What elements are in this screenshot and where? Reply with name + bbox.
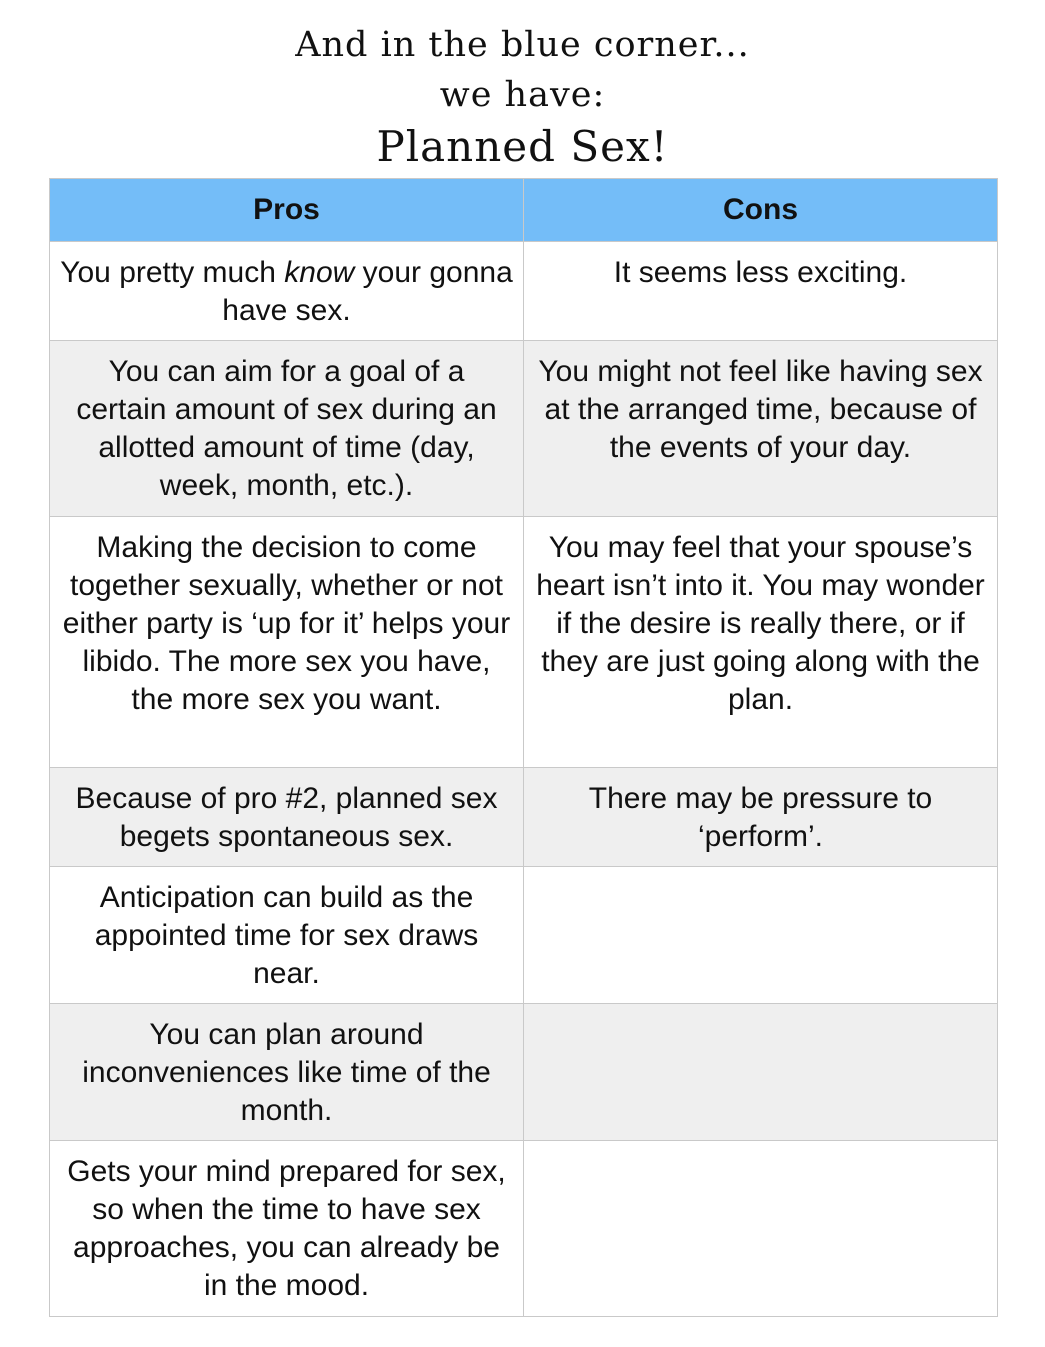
page-title: Planned Sex! — [376, 122, 669, 171]
table-row — [50, 1004, 998, 1141]
cons-header: Cons — [524, 179, 998, 242]
table-row — [50, 517, 998, 768]
pro-cell — [50, 242, 524, 341]
pro-text-emphasis: know — [284, 256, 355, 289]
con-cell: You might not feel like having sex at the arranged time, because of the events of your day. — [524, 341, 998, 517]
pro-cell: Making the decision to come together sexually, whether or not either party is ‘up for it’ helps your libido. The more sex you have, the more sex you want. — [50, 517, 524, 768]
table-row — [50, 341, 998, 517]
con-cell: You may feel that your spouse’s heart isn’t into it. You may wonder if the desire is really there, or if they are just going along with the plan. — [524, 517, 998, 768]
table-row — [50, 867, 998, 1004]
pro-text-start: You pretty much — [60, 256, 285, 289]
pros-header: Pros — [50, 179, 524, 242]
pro-cell: You can plan around inconveniences like time of the month. — [50, 1004, 524, 1141]
pros-cons-table — [49, 178, 998, 1317]
table-row — [50, 242, 998, 341]
pro-cell: Because of pro #2, planned sex begets spontaneous sex. — [50, 768, 524, 867]
con-cell — [524, 867, 998, 1004]
pro-text-end: your gonna have sex. — [222, 256, 513, 327]
table-row — [50, 1141, 998, 1317]
pro-cell: You can aim for a goal of a certain amount of sex during an allotted amount of time (day, week, month, etc.). — [50, 341, 524, 517]
heading-line-2: we have: — [439, 75, 606, 115]
con-cell — [524, 1141, 998, 1317]
con-cell — [524, 1004, 998, 1141]
con-cell: It seems less exciting. — [524, 242, 998, 341]
con-cell: There may be pressure to ‘perform’. — [524, 768, 998, 867]
table-row — [50, 768, 998, 867]
table-header-row — [50, 179, 998, 242]
heading-line-1: And in the blue corner... — [295, 25, 750, 65]
pro-cell: Gets your mind prepared for sex, so when the time to have sex approaches, you can already be in the mood. — [50, 1141, 524, 1317]
pro-cell: Anticipation can build as the appointed time for sex draws near. — [50, 867, 524, 1004]
